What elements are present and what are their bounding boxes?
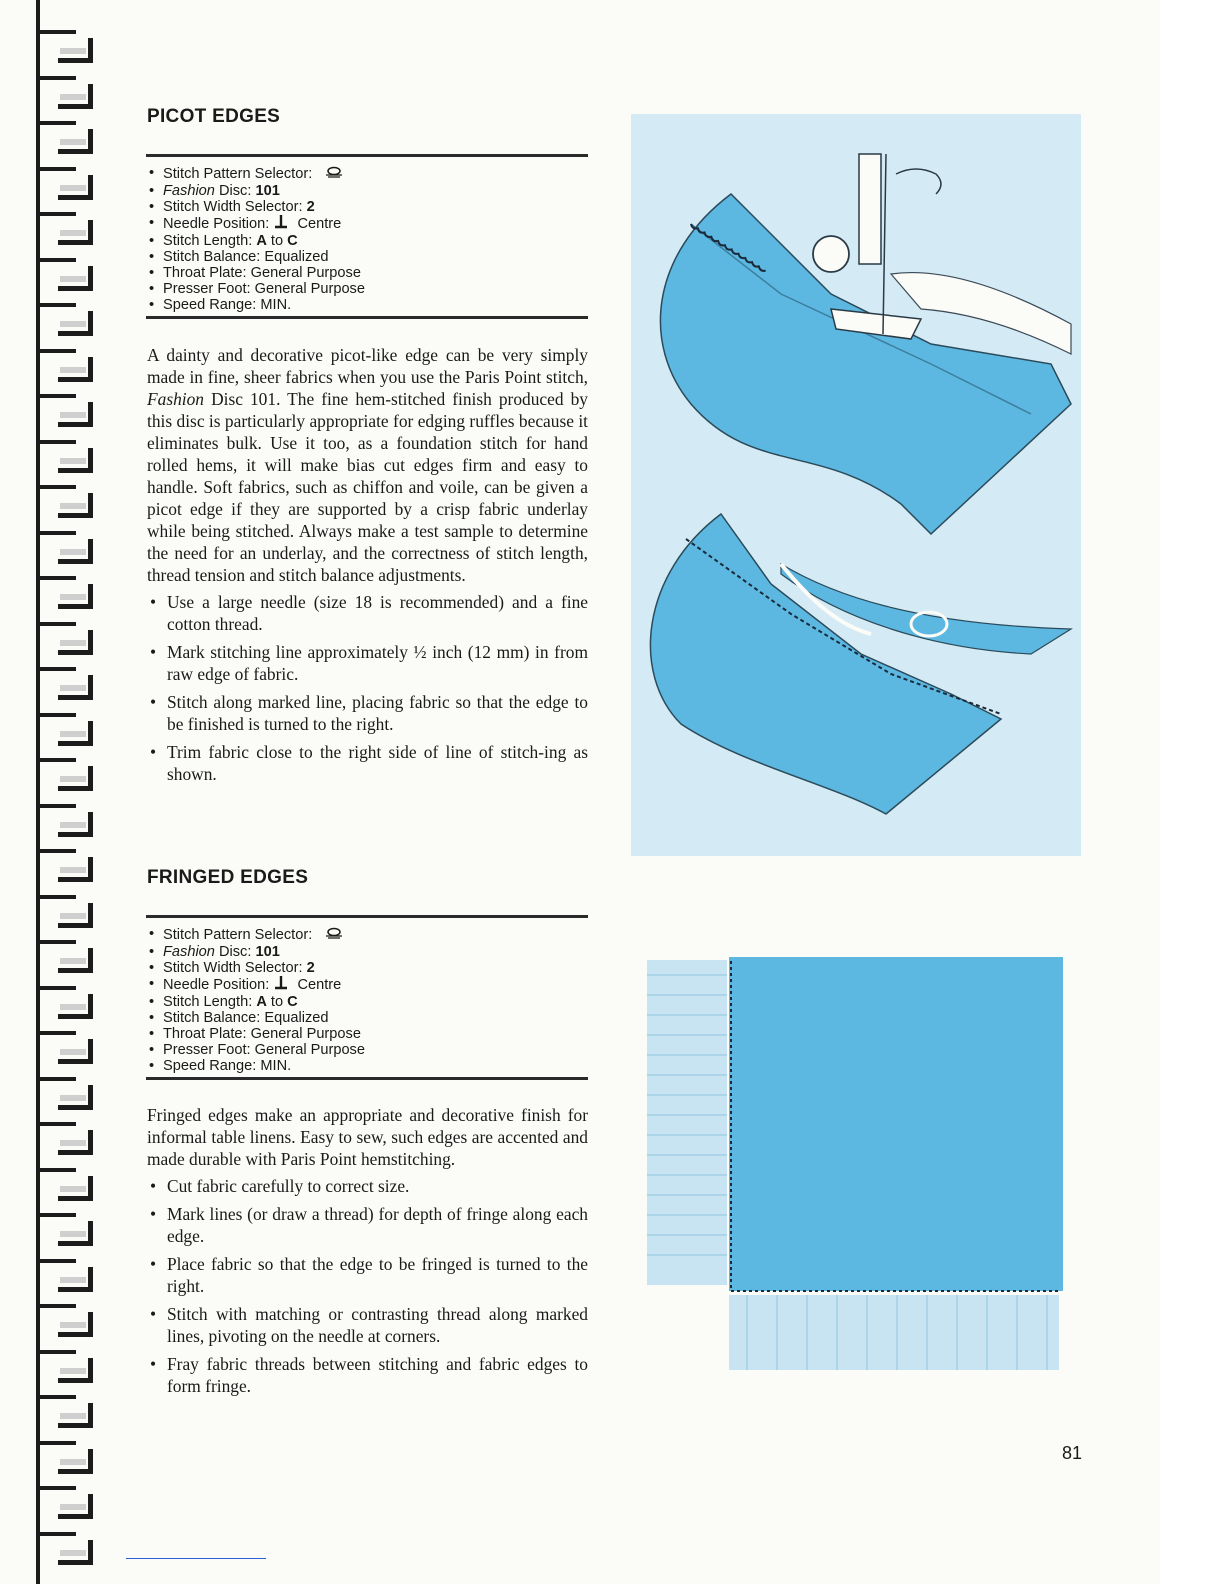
- binding-ring: [36, 440, 92, 480]
- step-item: • Cut fabric carefully to correct size.: [147, 1175, 588, 1197]
- spec-item: • Presser Foot: General Purpose: [148, 281, 588, 297]
- picot-paragraph: A dainty and decorative picot-like edge can be very simply made in fine, sheer fabrics when you use the Paris Point stitch, Fashion Disc 101. The fine hem-stitched finish produced by this disc is particularly appropriate for edging ruffles because it eliminates bulk. Use it too, as a foundation stitch for hand rolled hems, it will make bias cut edges firm and easy to handle. Soft fabrics, such as chiffon and voile, can be given a picot edge if they are supported by a crisp fabric underlay while being stitched. Always make a test sample to determine the need for an underlay, and the correctness of stitch length, thread tension and stitch balance adjustments.: [147, 345, 588, 585]
- binding-ring: [36, 1486, 92, 1526]
- binding-ring: [36, 940, 92, 980]
- binding-ring: [36, 394, 92, 434]
- step-item: • Mark lines (or draw a thread) for depth of fringe along each edge.: [147, 1203, 588, 1247]
- binding-ring: [36, 76, 92, 116]
- binding-ring: [36, 986, 92, 1026]
- spec-item: • Stitch Length: A to C: [148, 994, 588, 1010]
- binding-ring: [36, 258, 92, 298]
- step-item: • Mark stitching line approximately ½ inch (12 mm) in from raw edge of fabric.: [147, 641, 588, 685]
- spec-item: • Needle Position: Centre: [148, 976, 588, 994]
- stitch-pattern-icon: [324, 165, 344, 183]
- section-title-fringed-edges: FRINGED EDGES: [147, 867, 309, 888]
- spec-item: • Speed Range: MIN.: [148, 297, 588, 313]
- picot-body: [147, 344, 588, 791]
- needle-position-icon: [273, 976, 289, 994]
- binding-ring: [36, 1077, 92, 1117]
- step-item: • Place fabric so that the edge to be fringed is turned to the right.: [147, 1253, 588, 1297]
- spec-item: • Stitch Pattern Selector:: [148, 926, 588, 944]
- footer-line: [126, 1558, 266, 1559]
- fringed-body: [147, 1104, 588, 1403]
- binding-ring: [36, 1532, 92, 1572]
- stitch-pattern-icon: [324, 926, 344, 944]
- binding-ring: [36, 167, 92, 207]
- spec-item: • Stitch Balance: Equalized: [148, 1010, 588, 1026]
- step-item: • Trim fabric close to the right side of line of stitch-ing as shown.: [147, 741, 588, 785]
- binding-ring: [36, 804, 92, 844]
- step-item: • Use a large needle (size 18 is recommended) and a fine cotton thread.: [147, 591, 588, 635]
- binding-ring: [36, 895, 92, 935]
- spec-item: • Needle Position: Centre: [148, 215, 588, 233]
- spec-item: • Speed Range: MIN.: [148, 1058, 588, 1074]
- binding-ring: [36, 758, 92, 798]
- spec-list-fringed: [148, 926, 588, 1074]
- rule-top: [146, 915, 588, 918]
- binding-ring: [36, 667, 92, 707]
- spec-list-picot: [148, 165, 588, 313]
- binding-ring: [36, 485, 92, 525]
- spec-item: • Stitch Width Selector: 2: [148, 199, 588, 215]
- spiral-binding: [0, 0, 100, 1584]
- step-item: • Stitch along marked line, placing fabric so that the edge to be finished is turned to the right.: [147, 691, 588, 735]
- fringed-steps: [147, 1175, 588, 1397]
- binding-ring: [36, 1168, 92, 1208]
- rule-top: [146, 154, 588, 157]
- spec-item: • Stitch Length: A to C: [148, 233, 588, 249]
- binding-ring: [36, 622, 92, 662]
- binding-ring: [36, 1122, 92, 1162]
- binding-ring: [36, 1395, 92, 1435]
- rule-bottom: [146, 1077, 588, 1080]
- spec-item: • Fashion Disc: 101: [148, 183, 588, 199]
- binding-ring: [36, 303, 92, 343]
- binding-ring: [36, 212, 92, 252]
- binding-ring: [36, 1213, 92, 1253]
- spec-item: • Presser Foot: General Purpose: [148, 1042, 588, 1058]
- binding-ring: [36, 713, 92, 753]
- section-title-picot-edges: PICOT EDGES: [147, 106, 281, 127]
- binding-ring: [36, 1259, 92, 1299]
- fringed-paragraph: Fringed edges make an appropriate and decorative finish for informal table linens. Easy to sew, such edges are accented and made durable with Paris Point hemstitching.: [147, 1105, 588, 1169]
- spec-item: • Stitch Width Selector: 2: [148, 960, 588, 976]
- binding-ring: [36, 1304, 92, 1344]
- binding-ring: [36, 1441, 92, 1481]
- spec-item: • Throat Plate: General Purpose: [148, 265, 588, 281]
- binding-ring: [36, 1350, 92, 1390]
- fringed-edge-illustration: [647, 955, 1065, 1373]
- binding-ring: [36, 30, 92, 70]
- binding-ring: [36, 349, 92, 389]
- binding-ring: [36, 121, 92, 161]
- spec-item: • Stitch Balance: Equalized: [148, 249, 588, 265]
- binding-ring: [36, 531, 92, 571]
- binding-ring: [36, 849, 92, 889]
- needle-position-icon: [273, 215, 289, 233]
- spec-item: • Throat Plate: General Purpose: [148, 1026, 588, 1042]
- spec-item: • Stitch Pattern Selector:: [148, 165, 588, 183]
- page-number: 81: [1062, 1443, 1083, 1463]
- binding-ring: [36, 576, 92, 616]
- picot-edge-illustration: [631, 114, 1081, 856]
- spec-item: • Fashion Disc: 101: [148, 944, 588, 960]
- binding-ring: [36, 1031, 92, 1071]
- step-item: • Stitch with matching or contrasting thread along marked lines, pivoting on the needle at corners.: [147, 1303, 588, 1347]
- rule-bottom: [146, 316, 588, 319]
- step-item: • Fray fabric threads between stitching and fabric edges to form fringe.: [147, 1353, 588, 1397]
- picot-steps: [147, 591, 588, 785]
